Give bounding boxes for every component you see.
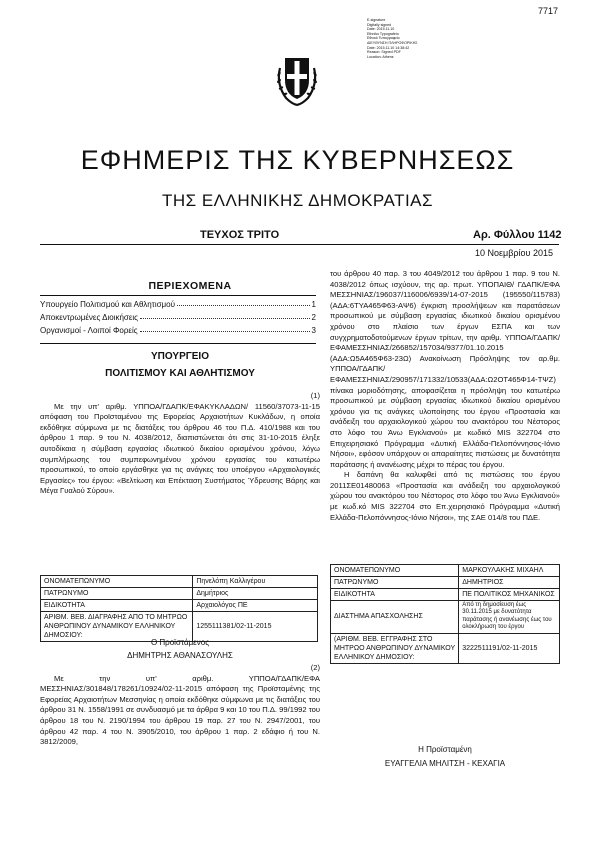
signature-role: Ο Προϊστάμενος bbox=[150, 638, 210, 647]
table-cell-value: 1255111381/02-11-2015 bbox=[193, 612, 318, 642]
signature-name: ΔΗΜΗΤΡΗΣ ΑΘΑΝΑΣΟΥΛΗΣ bbox=[127, 651, 233, 660]
table-row bbox=[331, 565, 560, 577]
decision-text: Με την υπ' αριθμ. ΥΠΠΟΑ/ΓΔΑΠΚ/ΕΦΑ ΜΕΣΣΗΝΙΑΣ/301848/178261/10924/02-11-2015 απόφαση της Προϊσταμένης της Εφορείας Αρχαιοτήτων Μεσσηνίας η οποία εκδόθηκε σύμφωνα με τις διατάξεις του άρθρου 31 Ν. 1558/1991 σε συνδυασμό με τα άρθρα 9 και 10 του Π.Δ. 99/1992 του άρθρου 18 του Ν. 2190/1994 του άρθρου 19 παρ. 27 του Ν. 2947/2001, του άρθρου 42 παρ. 4 του Ν. 3905/2010, του άρθρου 1 παρ. 2 εδάφιο ή του Ν. 3812/2009, bbox=[40, 673, 320, 747]
ministry-heading-line1: ΥΠΟΥΡΓΕΙΟ bbox=[151, 351, 209, 362]
digital-signature-block bbox=[367, 18, 517, 59]
masthead-subtitle: ΤΗΣ ΕΛΛΗΝΙΚΗΣ ΔΗΜΟΚΡΑΤΙΑΣ bbox=[161, 191, 434, 210]
decision-text: Με την υπ' αριθμ. ΥΠΠΟΑ/ΓΔΑΠΚ/ΕΦΑΚΥΚΛΑΔΩΝ/ 11560/37073-11-15 απόφαση του Προϊσταμένου της Εφορείας Αρχαιοτήτων Κυκλάδων, η οποία εκδόθηκε σύμφωνα με τις διατάξεις του άρθρου 46 του Π.Δ. 410/1988 και του άρθρου 1 παρ. 9 του Ν. 4038/2012, διαπιστώνεται ότι στις 31-10-2015 έληξε αυτοδίκαια η σύμβαση εργασίας ιδιωτικού δικαίου ορισμένου χρόνου, λόγω συμπλήρωσης του συμπεφωνημένου χρόνου εργασίας του κατωτέρω προσωπικού, το οποίο εργάσθηκε για τις ανάγκες του υποέργου «Αρχαιολογικές Εργασίες» του έργου: «Βελτίωση και Επέκταση Συστήματος Ύδρευσης Βάρης και Μέγα Γυαλού Σύρου». bbox=[40, 401, 320, 496]
table-cell-value: 3222511191/02-11-2015 bbox=[459, 633, 560, 663]
toc-item-page: 3 bbox=[311, 326, 316, 335]
qr-text-line: Date: 2015.11.10 bbox=[367, 27, 395, 32]
qr-text-line: Digitally signed bbox=[367, 22, 392, 27]
toc-divider bbox=[40, 295, 316, 296]
table-cell-value: Αρχαιολόγος ΠΕ bbox=[193, 600, 318, 612]
qr-text-line: Εθνικό Τυπογραφείο bbox=[367, 36, 400, 41]
decision-2-continued bbox=[330, 269, 560, 523]
toc-item-label: Αποκεντρωμένες Διοικήσεις bbox=[40, 313, 139, 322]
signature-role: Η Προϊσταμένη bbox=[418, 745, 472, 754]
table-cell-label: ΕΙΔΙΚΟΤΗΤΑ bbox=[331, 589, 459, 601]
table-row bbox=[41, 588, 318, 600]
decision-1 bbox=[40, 391, 320, 497]
table-cell-value: ΔΗΜΗΤΡΙΟΣ bbox=[459, 577, 560, 589]
issue-date: 10 Νοεμβρίου 2015 bbox=[475, 248, 553, 258]
toc-item[interactable] bbox=[40, 326, 316, 335]
employee-info-table bbox=[40, 575, 318, 642]
table-cell-label: ΟΝΟΜΑΤΕΠΩΝΥΜΟ bbox=[331, 565, 459, 577]
table-cell-value: Πηνελόπη Καλλιγέρου bbox=[193, 576, 318, 588]
table-row bbox=[331, 633, 560, 663]
ministry-heading-line2: ΠΟΛΙΤΙΣΜΟΥ ΚΑΙ ΑΘΛΗΤΙΣΜΟΥ bbox=[105, 368, 255, 379]
page-number: 7717 bbox=[538, 6, 559, 16]
table-row bbox=[331, 577, 560, 589]
toc-item[interactable] bbox=[40, 300, 316, 309]
decision-text: του άρθρου 40 παρ. 3 του 4049/2012 του άρθρου 1 παρ. 9 του Ν. 4038/2012 όπως ισχύουν, της αρ. πρωτ. ΥΠΟΠΑΙΘ/ ΓΔΑΠΚ/ΕΦΑ ΜΕΣΣΗΝΙΑΣ/196037/116006/6939/14-07-2015 (195550/115783) (ΑΔΑ:6ΤΥΑ465Φ63-ΑΨ6) έγκριση προσλήψεων και παρατάσεων προσωπικού με σύμβαση εργασίας ιδιωτικού δικαίου ορισμένου χρόνου στο πλαίσιο των έργων ΕΣΠΑ και των συγχρηματοδοτούμενων έργων τρίτων, την αριθμ. ΥΠΠΟΑ/ΓΔΑΠΚ/ΕΦΑΜΕΣΣΗΝΙΑΣ/266852/157034/9377/01.10.2015 (ΑΔΑ:Ω5Α465Φ63-23Ω) Ανακοίνωση Πρόσληψης τον αρ.θμ. ΥΠΠΟΑ/ΓΔΑΠΚ/ΕΦΑΜΕΣΣΗΝΙΑΣ/290957/171332/10533(ΑΔΑ:Ω2ΟΤ465Φ14-ΤΨΖ) πίνακα μοριοδότησης, αποφασίζεται η πρόσληψη του κατωτέρω προσωπικού με σύμβαση εργασίας ιδιωτικού δικαίου ορισμένου χρόνου για τις ανάγκες υλοποίησης του έργου «Προστασία και ανάδειξη του αρχαιολογικού χώρου του ανακτόρου του Νέστορος στο λόφο του Άνω Εγκλιανού» με κωδικό MIS 322704 στο Επιχειρησιακό Πρόγραμμα «Δυτική Ελλάδα-Πελοπόννησος-Ιόνιο Νήσοι», εφόσον υπάρχουν οι απαραίτητες πιστώσεις με δυνατότητα παράτασης ή ανανέωσης μέχρι το πέρας του έργου. bbox=[330, 269, 560, 469]
table-row bbox=[331, 589, 560, 601]
table-cell-label: ΠΑΤΡΩΝΥΜΟ bbox=[41, 588, 193, 600]
qr-text-line: Reason: Signed PDF bbox=[367, 50, 401, 55]
table-row bbox=[41, 612, 318, 642]
decision-number: (1) bbox=[310, 391, 320, 400]
table-cell-label: ΟΝΟΜΑΤΕΠΩΝΥΜΟ bbox=[41, 576, 193, 588]
toc-item-page: 1 bbox=[311, 300, 316, 309]
toc-item-page: 2 bbox=[311, 313, 316, 322]
signature-name: ΕΥΑΓΓΕΛΙΑ ΜΗΛΙΤΣΗ - ΚΕΧΑΓΙΑ bbox=[384, 759, 506, 768]
table-cell-label: ΑΡΙΘΜ. ΒΕΒ. ΔΙΑΓΡΑΦΗΣ ΑΠΟ ΤΟ ΜΗΤΡΩΟ ΑΝΘΡΩΠΙΝΟΥ ΔΥΝΑΜΙΚΟΥ ΕΛΛΗΝΙΚΟΥ ΔΗΜΟΣΙΟΥ: bbox=[41, 612, 193, 642]
toc-leader-dots bbox=[140, 313, 310, 319]
qr-text-line: Location: Athens bbox=[367, 54, 394, 59]
table-cell-label: ΠΑΤΡΩΝΥΜΟ bbox=[331, 577, 459, 589]
toc-leader-dots bbox=[140, 326, 310, 332]
masthead-title: ΕΦΗΜΕΡΙΣ ΤΗΣ ΚΥΒΕΡΝΗΣΕΩΣ bbox=[80, 145, 515, 175]
issue-type: ΤΕΥΧΟΣ ΤΡΙΤΟ bbox=[200, 229, 280, 241]
table-row bbox=[41, 600, 318, 612]
greek-coat-of-arms-icon bbox=[274, 48, 320, 108]
table-row bbox=[331, 601, 560, 634]
toc-leader-dots bbox=[177, 300, 310, 306]
header-divider bbox=[40, 244, 559, 245]
table-cell-label: ΔΙΑΣΤΗΜΑ ΑΠΑΣΧΟΛΗΣΗΣ bbox=[331, 601, 459, 634]
toc-item-label: Υπουργείο Πολιτισμού και Αθλητισμού bbox=[40, 300, 175, 309]
qr-text-line: E-signature bbox=[367, 18, 386, 22]
decision-number: (2) bbox=[310, 663, 320, 672]
decision-text: Η δαπάνη θα καλυφθεί από τις πιστώσεις του έργου 2011ΣΕ01480063 «Προστασία και ανάδειξη του αρχαιολογικού χώρου του ανακτόρου του Νέστορος στο λόφο του Άνω Εγκλιανού» με κωδ.κό MIS 322704 στο Επ.χειρησιακό Πρόγραμμα «Δυτική Ελλάδα-Πελοπόννησος-Ιόνιο Νήσοι», της ΣΑΕ 014/8 του ΠΔΕ. bbox=[330, 470, 560, 522]
qr-text-line: ΔΙΕΥΘΥΝΣΗ ΠΛΗΡΟΦΟΡΙΚΗΣ bbox=[367, 40, 418, 45]
toc-item-label: Οργανισμοί - Λοιποί Φορείς bbox=[40, 326, 138, 335]
issue-number: Αρ. Φύλλου 1142 bbox=[473, 229, 562, 241]
decision-2 bbox=[40, 663, 320, 748]
qr-text-line: Ethniko Typografeio bbox=[367, 31, 399, 36]
table-row bbox=[41, 576, 318, 588]
section-divider bbox=[40, 343, 316, 344]
table-cell-value: Δημήτριος bbox=[193, 588, 318, 600]
table-cell-value: ΜΑΡΚΟΥΛΑΚΗΣ ΜΙΧΑΗΛ bbox=[459, 565, 560, 577]
qr-text-line: Date: 2015.11.10 14:38:42 bbox=[367, 45, 410, 50]
employee-info-table bbox=[330, 564, 560, 664]
toc-title: ΠΕΡΙΕΧΟΜΕΝΑ bbox=[148, 280, 232, 292]
table-cell-label: (ΑΡΙΘΜ. ΒΕΒ. ΕΓΓΡΑΦΗΣ ΣΤΟ ΜΗΤΡΩΟ ΑΝΘΡΩΠΙΝΟΥ ΔΥΝΑΜΙΚΟΥ ΕΛΛΗΝΙΚΟΥ ΔΗΜΟΣΙΟΥ: bbox=[331, 633, 459, 663]
table-cell-value: ΠΕ ΠΟΛΙΤΙΚΟΣ ΜΗΧΑΝΙΚΟΣ bbox=[459, 589, 560, 601]
table-cell-value: Από τη δημοσίευση έως 30.11.2015 με δυνατότητα παράτασης ή ανανέωσης έως του ολοκλήρωση του έργου bbox=[459, 601, 560, 634]
toc-item[interactable] bbox=[40, 313, 316, 322]
table-cell-label: ΕΙΔΙΚΟΤΗΤΑ bbox=[41, 600, 193, 612]
